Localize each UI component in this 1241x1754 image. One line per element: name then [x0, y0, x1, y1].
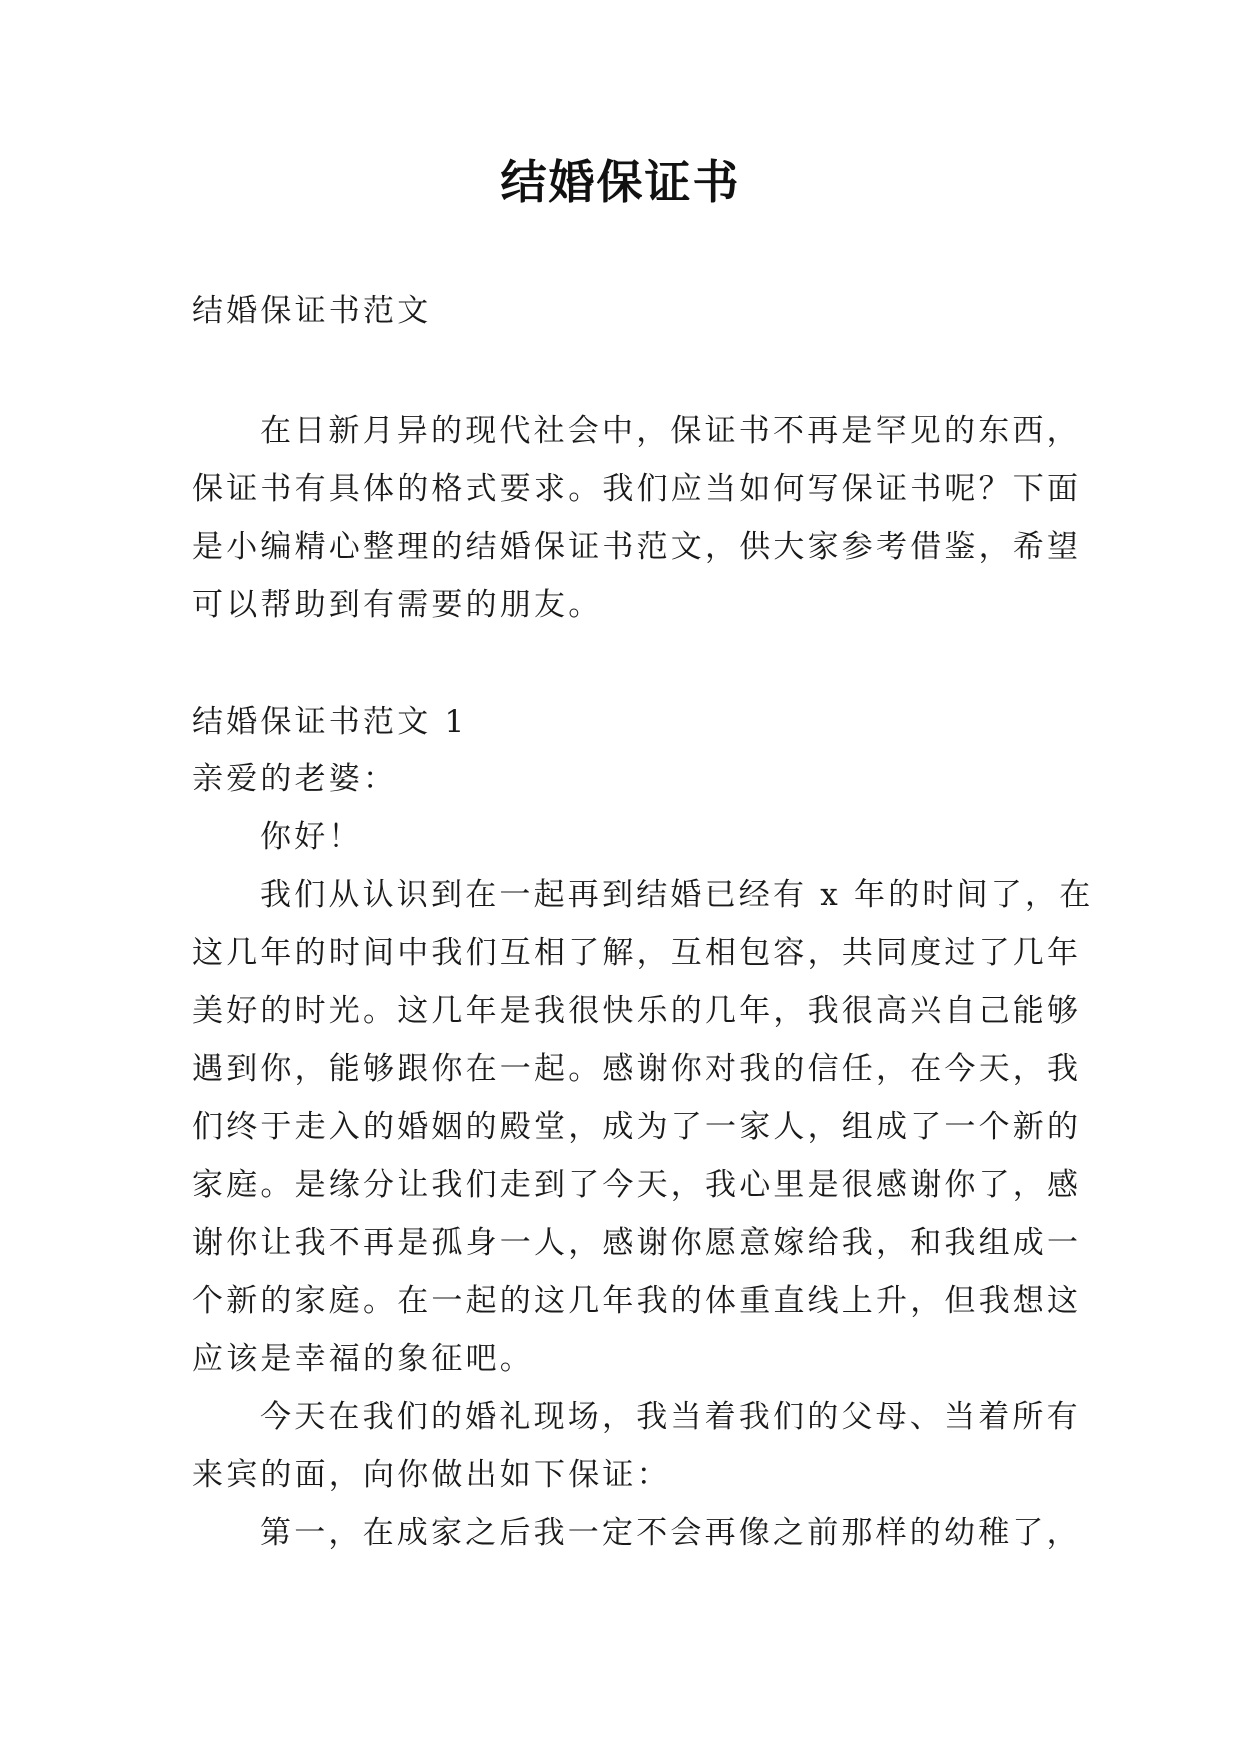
para1-line: 谢你让我不再是孤身一人，感谢你愿意嫁给我，和我组成一: [192, 1225, 1082, 1261]
para1-line: 美好的时光。这几年是我很快乐的几年，我很高兴自己能够: [192, 993, 1082, 1029]
para3-line: 第一，在成家之后我一定不会再像之前那样的幼稚了，: [260, 1515, 1081, 1551]
para1-line: 这几年的时间中我们互相了解，互相包容，共同度过了几年: [192, 935, 1082, 971]
sample1-heading-block: [192, 693, 1060, 751]
para2-line: 今天在我们的婚礼现场，我当着我们的父母、当着所有: [260, 1399, 1081, 1435]
intro-line: 保证书有具体的格式要求。我们应当如何写保证书呢？下面: [192, 471, 1082, 507]
para1-line: 遇到你，能够跟你在一起。感谢你对我的信任，在今天，我: [192, 1051, 1082, 1087]
subtitle-text: 结婚保证书范文: [192, 293, 432, 329]
intro-paragraph: [192, 402, 1082, 634]
subtitle: [192, 282, 1060, 340]
document-title: 结婚保证书: [500, 155, 741, 209]
para1-line: 应该是幸福的象征吧。: [192, 1341, 534, 1377]
para1-line: 们终于走入的婚姻的殿堂，成为了一家人，组成了一个新的: [192, 1109, 1082, 1145]
sample1-body: [192, 750, 1094, 1562]
para1-line: 个新的家庭。在一起的这几年我的体重直线上升，但我想这: [192, 1283, 1082, 1319]
intro-line: 在日新月异的现代社会中，保证书不再是罕见的东西，: [260, 413, 1081, 449]
sample1-heading: 结婚保证书范文 1: [192, 704, 468, 740]
intro-line: 可以帮助到有需要的朋友。: [192, 587, 603, 623]
para1-line: 家庭。是缘分让我们走到了今天，我心里是很感谢你了，感: [192, 1167, 1082, 1203]
para2-line: 来宾的面，向你做出如下保证：: [192, 1457, 671, 1493]
para1-line: 我们从认识到在一起再到结婚已经有 x 年的时间了，在: [260, 877, 1094, 913]
salutation: 亲爱的老婆：: [192, 761, 398, 797]
greeting: 你好！: [260, 819, 363, 855]
intro-line: 是小编精心整理的结婚保证书范文，供大家参考借鉴，希望: [192, 529, 1082, 565]
